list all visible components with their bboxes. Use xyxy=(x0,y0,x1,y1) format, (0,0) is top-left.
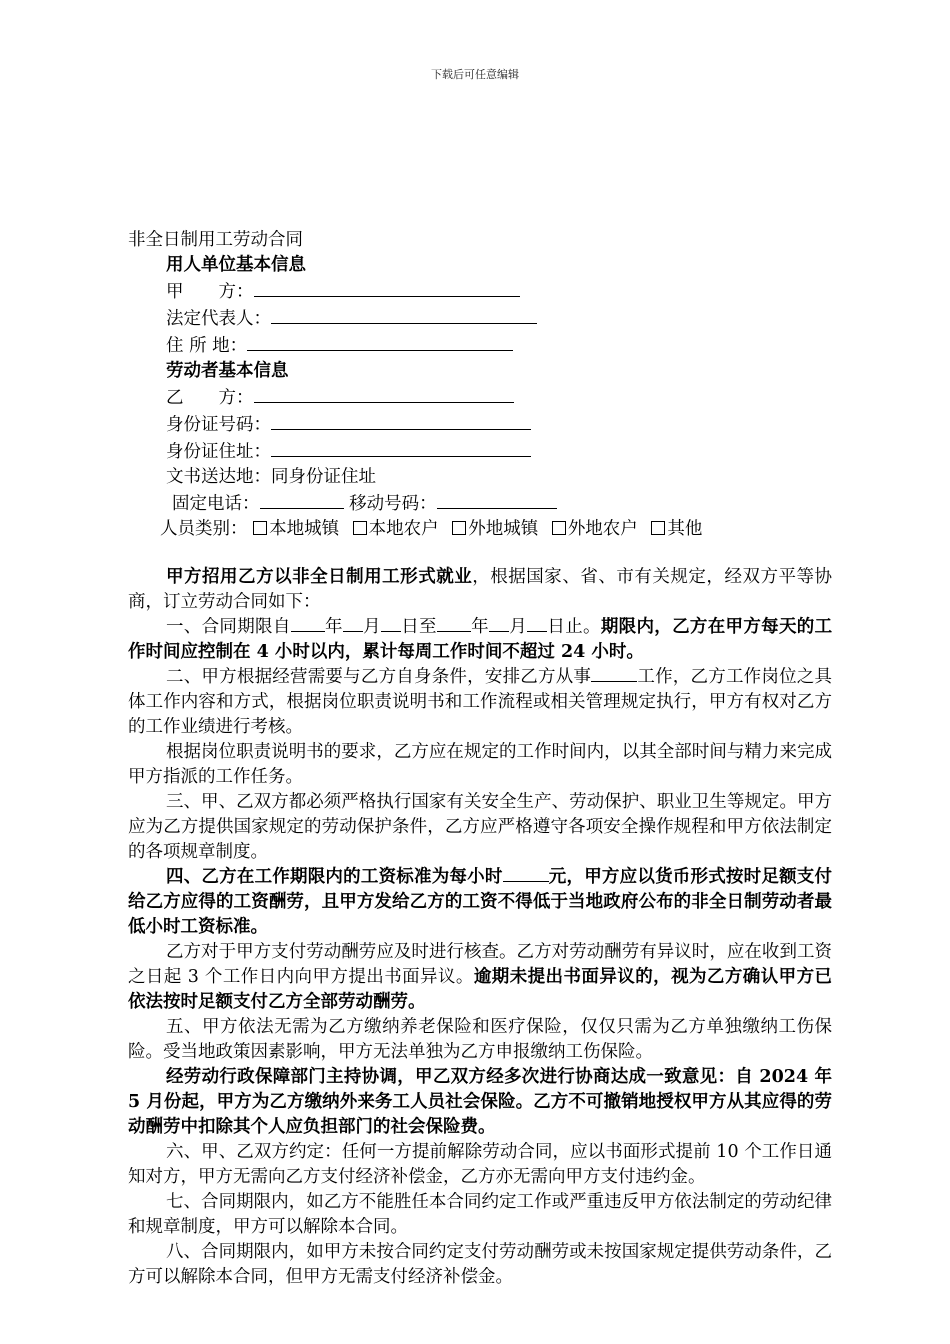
hourly-wage-blank[interactable] xyxy=(503,865,549,882)
start-month-blank[interactable] xyxy=(343,615,363,632)
id-address-blank[interactable] xyxy=(271,438,531,457)
clause-5b: 经劳动行政保障部门主持协调，甲乙双方经多次进行协商达成一致意见：自 2024 年 5 月份起，甲方为乙方缴纳外来务工人员社会保险。乙方不可撤销地授权甲方从其应得的劳动酬劳中扣除其个人应负担部门的社会保险费。 xyxy=(128,1067,832,1137)
clause1-day1: 日至 xyxy=(400,617,437,637)
type-outside-rural: 外地农户 xyxy=(567,519,638,539)
intro-paragraph xyxy=(128,565,832,615)
start-day-blank[interactable] xyxy=(381,615,401,632)
clause1-year2: 年 xyxy=(470,617,489,637)
employer-heading: 用人单位基本信息 xyxy=(166,255,306,275)
mobile-label: 移动号码： xyxy=(349,494,437,514)
worker-heading: 劳动者基本信息 xyxy=(166,361,289,381)
worker-type-label: 人员类别： xyxy=(160,519,248,539)
end-month-blank[interactable] xyxy=(489,615,509,632)
service-address-field: 文书送达地：同身份证住址 xyxy=(166,467,376,487)
end-day-blank[interactable] xyxy=(527,615,547,632)
legal-rep-field xyxy=(166,305,832,332)
legal-rep-blank[interactable] xyxy=(271,305,537,324)
employer-address-label: 住 所 地： xyxy=(166,336,248,356)
employer-address-blank[interactable] xyxy=(247,332,513,351)
type-outside-urban: 外地城镇 xyxy=(468,519,539,539)
clause-6: 六、甲、乙双方约定：任何一方提前解除劳动合同，应以书面形式提前 10 个工作日通知对方，甲方无需向乙方支付经济补偿金，乙方亦无需向甲方支付违约金。 xyxy=(128,1142,832,1187)
clause-8: 八、合同期限内，如甲方未按合同约定支付劳动酬劳或未按国家规定提供劳动条件，乙方可以解除本合同，但甲方无需支付经济补偿金。 xyxy=(128,1242,832,1287)
worker-type-field xyxy=(160,517,832,542)
worker-party-label: 乙 方： xyxy=(166,388,254,408)
worker-party-blank[interactable] xyxy=(254,384,514,403)
type-local-rural: 本地农户 xyxy=(368,519,439,539)
employer-party-label: 甲 方： xyxy=(166,282,254,302)
clause4b-bold: 逾期未提出书面异议的，视为乙方确认甲方已依法按时足额支付乙方全部劳动酬劳。 xyxy=(128,967,832,1012)
clause1-day2: 日止。 xyxy=(547,617,601,637)
checkbox-other[interactable] xyxy=(651,521,665,535)
clause2-a: 二、甲方根据经营需要与乙方自身条件，安排乙方从事 xyxy=(166,667,592,687)
id-number-label: 身份证号码： xyxy=(166,415,271,435)
clause-1 xyxy=(128,615,832,665)
end-year-blank[interactable] xyxy=(437,615,471,632)
legal-rep-label: 法定代表人： xyxy=(166,309,271,329)
clause-4 xyxy=(128,865,832,940)
clause-5: 五、甲方依法无需为乙方缴纳养老保险和医疗保险，仅仅只需为乙方单独缴纳工伤保险。受当地政策因素影响，甲方无法单独为乙方申报缴纳工伤保险。 xyxy=(128,1017,832,1062)
clause1-start: 一、合同期限自 xyxy=(166,617,291,637)
id-number-field xyxy=(166,411,832,438)
clause1-bold: 期限内，乙方在甲方每天的工作时间应控制在 4 小时以内，累计每周工作时间不超过 24 小时。 xyxy=(128,617,833,662)
start-year-blank[interactable] xyxy=(291,615,325,632)
phone-field xyxy=(172,490,832,517)
job-blank[interactable] xyxy=(591,665,637,682)
clause4b-normal: 乙方对于甲方支付劳动酬劳应及时进行核查。乙方对劳动酬劳有异议时，应在收到工资之日起 3 个工作日内向甲方提出书面异议。 xyxy=(128,942,832,987)
intro-rest: ，根据国家、省、市有关规定，经双方平等协商，订立劳动合同如下： xyxy=(128,567,833,612)
id-address-field xyxy=(166,438,832,465)
mobile-blank[interactable] xyxy=(437,490,557,509)
clause2-b: 工作，乙方工作岗位之具体工作内容和方式，根据岗位职责说明书和工作流程或相关管理规定执行，甲方有权对乙方的工作业绩进行考核。 xyxy=(128,667,833,737)
clause-2b: 根据岗位职责说明书的要求，乙方应在规定的工作时间内，以其全部时间与精力来完成甲方指派的工作任务。 xyxy=(128,742,832,787)
employer-address-field xyxy=(166,332,832,359)
clause4-b: 元，甲方应以货币形式按时足额支付给乙方应得的工资酬劳，且甲方发给乙方的工资不得低于当地政府公布的非全日制劳动者最低小时工资标准。 xyxy=(128,867,833,937)
checkbox-local-urban[interactable] xyxy=(253,521,267,535)
intro-bold: 甲方招用乙方以非全日制用工形式就业 xyxy=(166,567,473,587)
checkbox-outside-urban[interactable] xyxy=(452,521,466,535)
clause1-year1: 年 xyxy=(324,617,343,637)
phone-blank[interactable] xyxy=(260,490,344,509)
clause-3: 三、甲、乙双方都必须严格执行国家有关安全生产、劳动保护、职业卫生等规定。甲方应为乙方提供国家规定的劳动保护条件，乙方应严格遵守各项安全操作规程和甲方依法制定的各项规章制度。 xyxy=(128,792,832,862)
document-title: 非全日制用工劳动合同 xyxy=(128,230,303,250)
employer-party-blank[interactable] xyxy=(254,278,520,297)
clause1-month2: 月 xyxy=(508,617,528,637)
employer-party-field xyxy=(166,278,832,305)
id-address-label: 身份证住址： xyxy=(166,442,271,462)
clause-7: 七、合同期限内，如乙方不能胜任本合同约定工作或严重违反甲方依法制定的劳动纪律和规章制度，甲方可以解除本合同。 xyxy=(128,1192,832,1237)
type-local-urban: 本地城镇 xyxy=(269,519,340,539)
phone-label: 固定电话： xyxy=(172,494,260,514)
id-number-blank[interactable] xyxy=(271,411,531,430)
clause1-month1: 月 xyxy=(362,617,381,637)
header-note: 下载后可任意编辑 xyxy=(431,68,519,81)
checkbox-local-rural[interactable] xyxy=(353,521,367,535)
contract-document xyxy=(128,228,832,1290)
type-other: 其他 xyxy=(667,519,703,539)
clause4-a: 四、乙方在工作期限内的工资标准为每小时 xyxy=(166,867,503,887)
clause-4b xyxy=(128,940,832,1015)
worker-party-field xyxy=(166,384,832,411)
checkbox-outside-rural[interactable] xyxy=(552,521,566,535)
clause-2 xyxy=(128,665,832,740)
